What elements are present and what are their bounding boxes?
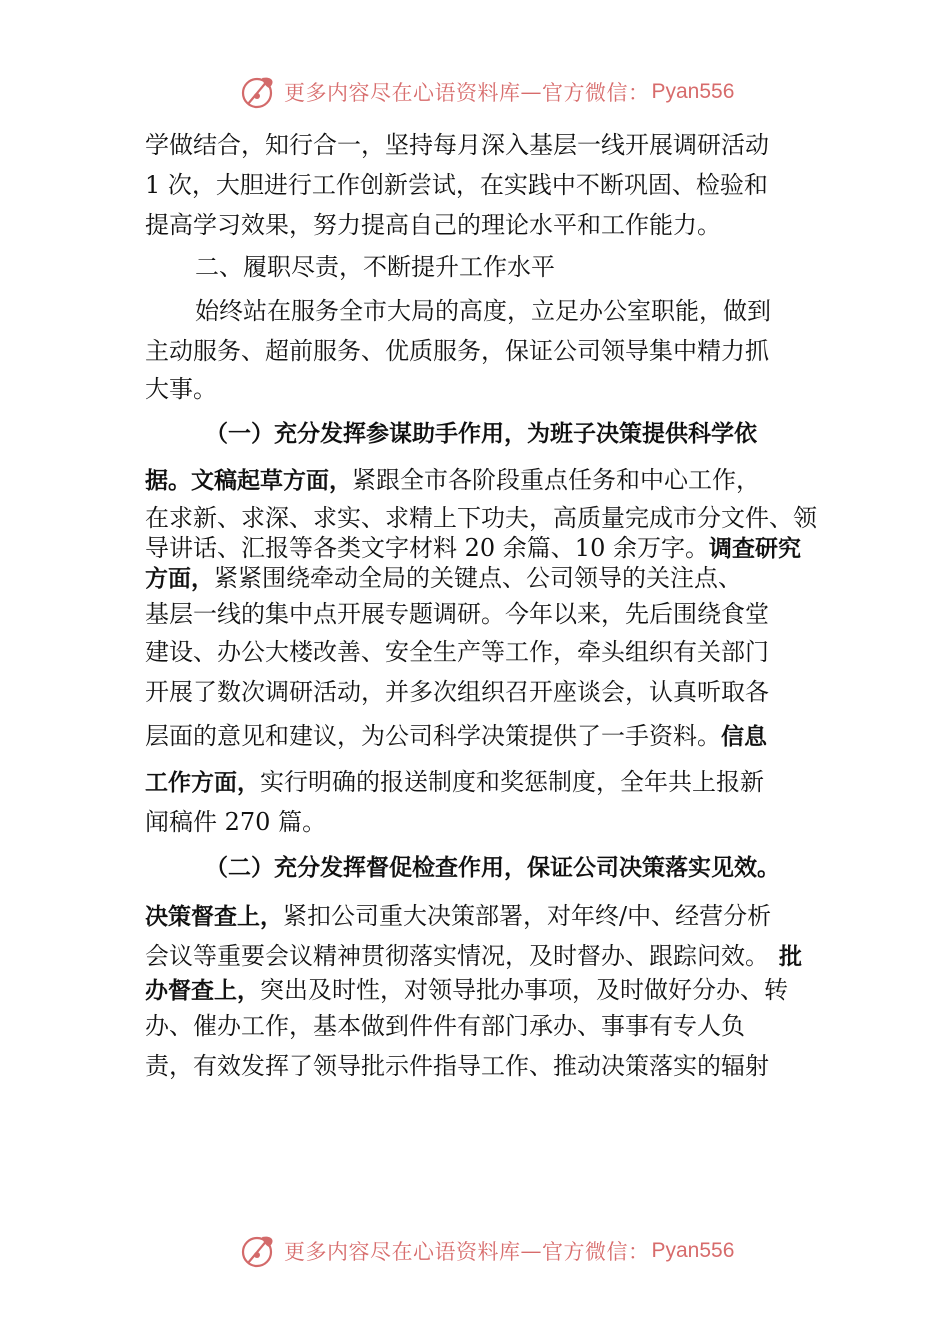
label-info-1: 信息 <box>721 724 767 750</box>
section-2-title: 二、履职尽责，不断提升工作水平 <box>195 253 555 281</box>
subsection-1-line-3 <box>145 532 801 565</box>
watermark-id: Pyan556 <box>651 80 735 103</box>
watermark-separator: — <box>520 1239 542 1263</box>
subsection-1-line-5: 基层一线的集中点开展专题调研。今年以来，先后围绕食堂 <box>145 600 769 628</box>
decision-text-2: 会议等重要会议精神贯彻落实情况，及时督办、跟踪问效。 <box>145 942 769 970</box>
subsection-1-heading: （一）充分发挥参谋助手作用，为班子决策提供科学依 <box>205 421 757 447</box>
paragraph-1-line-1: 学做结合，知行合一，坚持每月深入基层一线开展调研活动 <box>145 131 769 159</box>
watermark-channel: 官方微信： <box>542 81 650 105</box>
info-text-1: 实行明确的报送制度和奖惩制度，全年共上报新 <box>260 768 764 796</box>
quill-circle-logo-icon <box>238 1231 278 1271</box>
subsection-1-line-9 <box>145 766 764 799</box>
subsection-2-line-5: 责，有效发挥了领导批示件指导工作、推动决策落实的辐射 <box>145 1052 769 1080</box>
subsection-1-line-6: 建设、办公大楼改善、安全生产等工作，牵头组织有关部门 <box>145 638 769 666</box>
paragraph-2-line-2: 主动服务、超前服务、优质服务，保证公司领导集中精力抓 <box>145 337 769 365</box>
subsection-1-line-1 <box>145 464 760 497</box>
decision-text-1: 紧扣公司重大决策部署，对年终/中、经营分析 <box>283 902 772 930</box>
watermark-channel: 官方微信： <box>542 1240 650 1264</box>
subsection-1-heading-continued: 据。 <box>145 468 191 494</box>
subsection-2-line-2 <box>145 940 802 973</box>
subsection-1-line-4 <box>145 562 742 595</box>
footer-watermark <box>238 1231 734 1271</box>
label-approval-2: 办督查上， <box>145 978 260 1004</box>
paragraph-1-line-3: 提高学习效果，努力提高自己的理论水平和工作能力。 <box>145 211 721 239</box>
label-research-2: 方面， <box>145 566 214 592</box>
subsection-2-heading: （二）充分发挥督促检查作用，保证公司决策落实见效。 <box>205 855 780 881</box>
subsection-2-line-1 <box>145 900 771 933</box>
paragraph-2-line-1: 始终站在服务全市大局的高度，立足办公室职能，做到 <box>195 297 771 325</box>
label-info-2: 工作方面， <box>145 770 260 796</box>
subsection-2-line-4: 办、催办工作，基本做到件件有部门承办、事事有专人负 <box>145 1012 745 1040</box>
approval-text-1: 突出及时性，对领导批办事项，及时做好分办、转 <box>260 976 788 1004</box>
quill-circle-logo-icon <box>238 72 278 112</box>
drafting-text-1: 紧跟全市各阶段重点任务和中心工作， <box>352 466 760 494</box>
watermark-id: Pyan556 <box>651 1239 735 1262</box>
watermark-text: 更多内容尽在心语资料库 <box>284 81 521 105</box>
paragraph-2-line-3: 大事。 <box>145 375 217 403</box>
watermark-text: 更多内容尽在心语资料库 <box>284 1240 521 1264</box>
research-text-5: 层面的意见和建议，为公司科学决策提供了一手资料。 <box>145 722 721 750</box>
subsection-1-line-8 <box>145 720 767 753</box>
label-research-1: 调查研究 <box>708 536 801 562</box>
drafting-text-3: 导讲话、汇报等各类文字材料 20 余篇、10 余万字。 <box>145 534 709 562</box>
watermark-separator: — <box>520 80 542 104</box>
label-decision-supervision: 决策督查上， <box>145 904 283 930</box>
research-text-1: 紧紧围绕牵动全局的关键点、公司领导的关注点、 <box>214 564 742 592</box>
subsection-1-line-10: 闻稿件 270 篇。 <box>145 808 327 836</box>
subsection-2-line-3 <box>145 974 788 1007</box>
paragraph-1-line-2: 1 次，大胆进行工作创新尝试，在实践中不断巩固、检验和 <box>145 171 768 199</box>
subsection-1-line-2: 在求新、求深、求实、求精上下功夫，高质量完成市分文件、领 <box>145 504 817 532</box>
label-drafting: 文稿起草方面， <box>191 468 352 494</box>
label-approval-1: 批 <box>779 944 802 970</box>
subsection-1-line-7: 开展了数次调研活动，并多次组织召开座谈会，认真听取各 <box>145 678 769 706</box>
header-watermark <box>238 72 734 112</box>
